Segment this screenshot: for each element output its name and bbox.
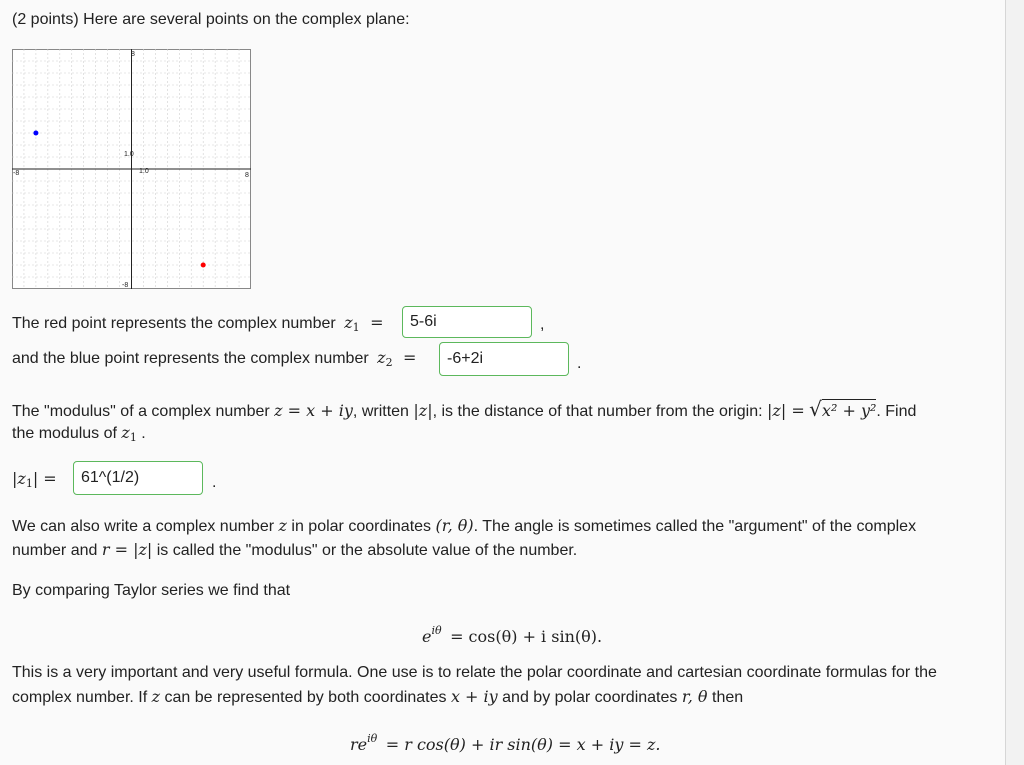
polar-coords: (r, θ) <box>435 516 474 535</box>
polar-cartesian-identity: $re^{i\theta} = r$ cos(θ) + ir sin(θ) = x + iy = z. <box>350 732 661 754</box>
z-definition: z = x + iy <box>274 401 353 420</box>
z1-symbol: $z_1$ <box>344 313 360 334</box>
tick-y-label: 1.0 <box>124 151 134 158</box>
z2-answer-input[interactable] <box>439 342 569 376</box>
z1-ref: $z_1$ <box>121 423 137 444</box>
z2-equals: = <box>403 348 417 367</box>
radicand: x² + y² <box>821 401 877 420</box>
y-bottom-label: -8 <box>122 282 129 289</box>
question-header: (2 points) Here are several points on the complex plane: <box>12 11 410 28</box>
z1-equals: = <box>370 313 384 332</box>
modulus-answer-input[interactable] <box>73 461 203 495</box>
y-top-label: 8 <box>131 51 135 58</box>
x-right-label: 8 <box>245 172 249 179</box>
find-modulus-text: the modulus of $z_1$ . <box>12 423 146 444</box>
polar-paragraph-line2: number and r = |z| is called the "modulus" or the absolute value of the number. <box>12 540 578 559</box>
z1-prompt <box>12 311 383 340</box>
taylor-text: By comparing Taylor series we find that <box>12 582 291 599</box>
z1-comma: , <box>540 316 545 333</box>
z1-answer-input[interactable] <box>402 306 532 338</box>
modulus-definition: The "modulus" of a complex number z = x + iy, written |z|, is the distance of that number from the origin: |z| = √x² + y². Find <box>12 397 917 421</box>
abs-z-equals: |z| = <box>767 401 805 420</box>
formula-paragraph-line2: complex number. If z can be represented by both coordinates x + iy and by polar coordinates r, θ then <box>12 687 744 706</box>
z2-period: . <box>577 355 582 372</box>
modulus-period: . <box>212 474 217 491</box>
formula-paragraph-line1: This is a very important and very useful formula. One use is to relate the polar coordinate and cartesian coordinate formulas for the <box>12 664 937 681</box>
tick-x-label: 1.0 <box>139 168 149 175</box>
x-left-label: -8 <box>13 170 20 177</box>
euler-formula: $e^{i\theta} = \cos(\theta) + i$ sin(θ). <box>422 624 603 646</box>
blue-point <box>33 131 38 136</box>
red-point <box>201 263 206 268</box>
z2-symbol: $z_2$ <box>377 348 393 369</box>
z2-prompt-text: and the blue point represents the complex number <box>12 350 369 367</box>
z1-prompt-text: The red point represents the complex number <box>12 315 336 332</box>
sqrt-sign: √ <box>809 397 822 421</box>
complex-plane-plot <box>12 49 251 289</box>
polar-paragraph-line1: We can also write a complex number z in polar coordinates (r, θ). The angle is sometimes called the "argument" of the complex <box>12 516 917 535</box>
z2-prompt <box>12 346 416 375</box>
abs-z: |z| <box>413 401 433 420</box>
modulus-answer-label: $|z_1|$ = <box>12 469 57 490</box>
